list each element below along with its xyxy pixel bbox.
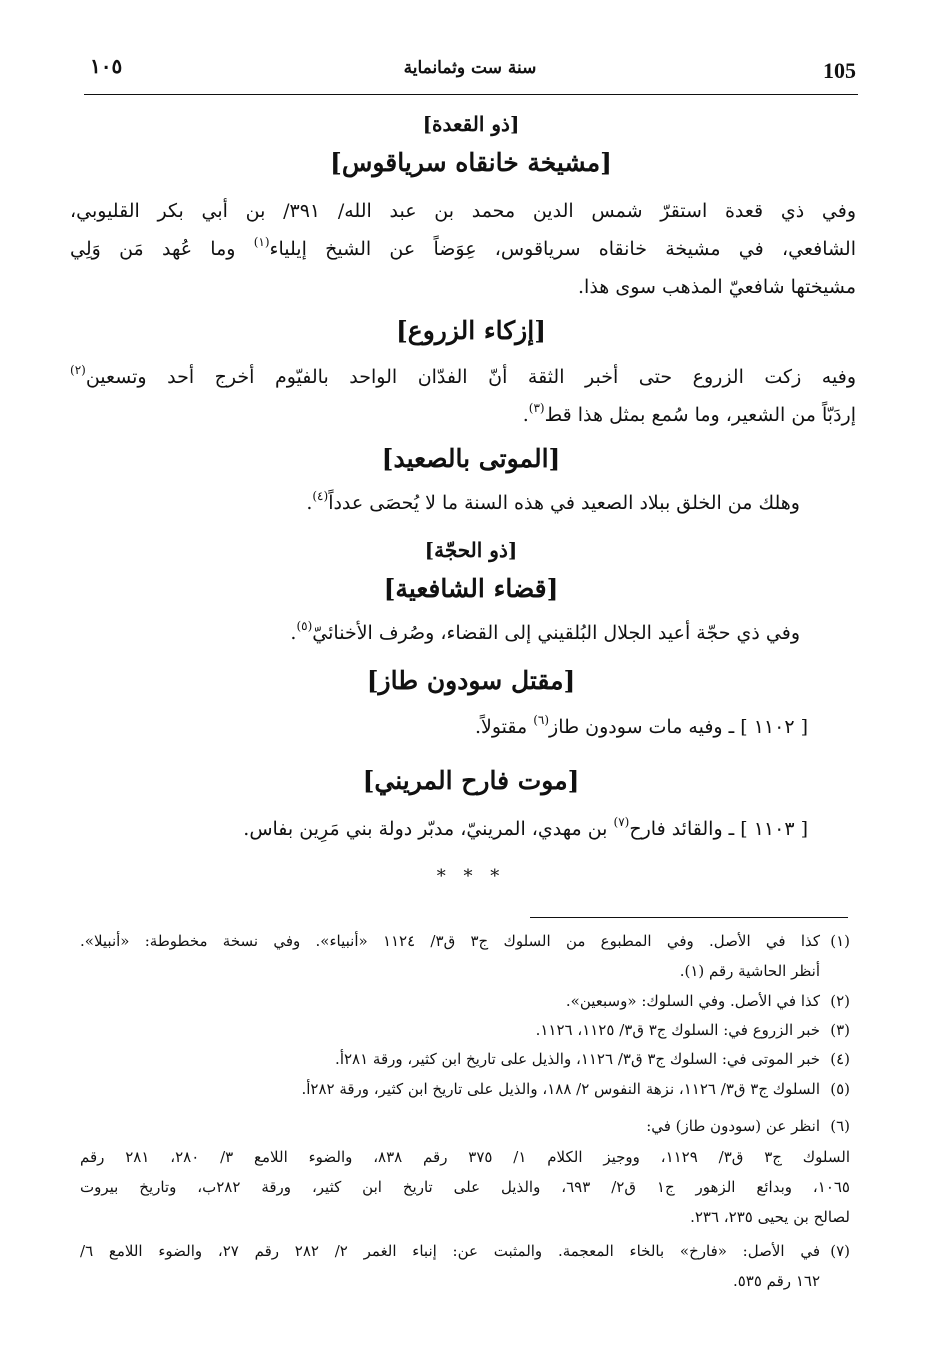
paragraph-line [522,401,856,426]
footnote-ref: (٤) [312,489,329,503]
running-title: سنة ست وثمانماية [403,58,537,78]
paragraph-text: [ ١١٠٢ ] ـ وفيه مات سودون طاز [549,716,808,738]
footnote-number: (٦) [830,1117,850,1135]
footnote-ref: (١) [253,235,270,249]
page-number-latin: 105 [823,58,856,83]
paragraph-line [306,489,800,514]
footnote-number: (٤) [830,1050,850,1068]
section-separator: * * * [436,866,506,887]
paragraph-line [290,619,800,644]
section-heading-dhu-al-hijja: [ذو الحجّة] [424,538,518,562]
footnote-text: في الأصل: «فارخ» بالخاء المعجمة. والمثبت عن: إنباء الغمر ٢/ ٢٨٢ رقم ٢٧، والضوء اللامع ٦/ [80,1242,820,1260]
paragraph-text: إردَبّاً من الشعير، وما سُمع بمثل هذا قط [544,404,856,426]
footnote-number: (٢) [830,992,850,1010]
footnote-text: ١٦٢ رقم ٥٣٥. [732,1272,820,1290]
footnote-ref: (٥) [296,619,313,633]
footnote-text: خبر الموتى في: السلوك ج٣ ق٣/ ١١٢٦، والذيل على تاريخ ابن كثير، ورقة ٢٨١أ. [335,1050,820,1068]
page-number-arabic: ١٠٥ [90,54,123,78]
paragraph-line: وفي ذي قعدة استقرّ شمس الدين محمد بن عبد الله/ ٣٩١/ بن أبي بكر القليوبي، [70,200,856,222]
section-heading-khanqah: [مشيخة خانقاه سرياقوس] [330,148,612,177]
footnote-text: ١٠٦٥، وبدائع الزهور ج١ ق٢/ ٦٩٣، والذيل على تاريخ ابن كثير، ورقة ٢٨٢ب، وتاريخ بيروت [80,1178,850,1196]
paragraph-text: بن مهدي، المرينيّ، مدبّر دولة بني مَرِين بفاس. [243,818,608,840]
section-heading-crops: [إزكاء الزروع] [395,316,547,345]
paragraph-line: مشيختها شافعيّ المذهب سوى هذا. [578,276,856,298]
paragraph-text: . [290,622,297,644]
section-heading-sudun-killing: [مقتل سودون طاز] [366,666,576,695]
footnote-number: (٥) [830,1080,850,1098]
footnote-number: (٣) [830,1021,850,1039]
paragraph-text: وهلك من الخلق ببلاد الصعيد في هذه السنة ما لا يُحصَى عدداً [328,492,800,514]
paragraph-line [70,235,856,260]
entry-line-1103 [243,815,808,840]
entry-line-1102 [474,713,808,738]
footnote-ref: (٦) [533,713,550,727]
footnote-text: أنظر الحاشية رقم (١). [679,962,820,980]
section-heading-dhu-al-qada: [ذو القعدة] [422,112,520,136]
section-heading-deaths: [الموتى بالصعيد] [381,444,561,473]
paragraph-text: وفي ذي حجّة أعيد الجلال البُلقيني إلى القضاء، وصُرف الأخنائيّ [312,622,800,644]
section-heading-judgeship: [قضاء الشافعية] [383,574,559,603]
footnote-text: السلوك ج٣ ق٣/ ١١٢٩، ووجيز الكلام ١/ ٣٧٥ رقم ٨٣٨، والضوء اللامع ٣/ ٢٨٠، ٢٨١ رقم [80,1148,850,1166]
footnote-ref: (٣) [528,401,545,415]
footnote-rule [530,917,848,918]
paragraph-text: مقتولاً. [474,716,528,738]
paragraph-text: وما عُهد مَن وَلِي [70,238,236,260]
paragraph-text: وفيه زكت الزروع حتى أخبر الثقة أنّ الفدّان الواحد بالفيّوم أخرج أحد وتسعين [85,366,856,388]
footnote-number: (١) [830,932,850,950]
footnote-text: كذا في الأصل. وفي المطبوع من السلوك ج٣ ق٣/ ١١٢٤ «أنبياء». وفي نسخة مخطوطة: «أنبيلا». [80,932,821,950]
paragraph-line [70,363,856,388]
section-heading-farih-death: [موت فارح المريني] [362,766,580,795]
footnote-ref: (٢) [70,363,86,377]
footnote-text: انظر عن (سودون طاز) في: [646,1117,820,1135]
header-rule [84,94,858,95]
paragraph-text: [ ١١٠٣ ] ـ والقائد فارح [629,818,808,840]
footnote-text: لصالح بن يحيى ٢٣٥، ٢٣٦. [690,1208,850,1226]
paragraph-text: . [522,404,529,426]
paragraph-text: . [306,492,313,514]
footnote-text: السلوك ج٣ ق٣/ ١١٢٦، نزهة النفوس ٢/ ١٨٨، والذيل على تاريخ ابن كثير، ورقة ٢٨٢أ. [301,1080,820,1098]
paragraph-text: الشافعي، في مشيخة خانقاه سرياقوس، عِوَضاً عن الشيخ إيلياء [269,238,856,260]
footnote-text: خبر الزروع في: السلوك ج٣ ق٣/ ١١٢٥، ١١٢٦. [535,1021,820,1039]
footnote-ref: (٧) [613,815,630,829]
footnote-text: كذا في الأصل. وفي السلوك: «وسبعين». [565,992,820,1010]
footnote-number: (٧) [830,1242,850,1260]
